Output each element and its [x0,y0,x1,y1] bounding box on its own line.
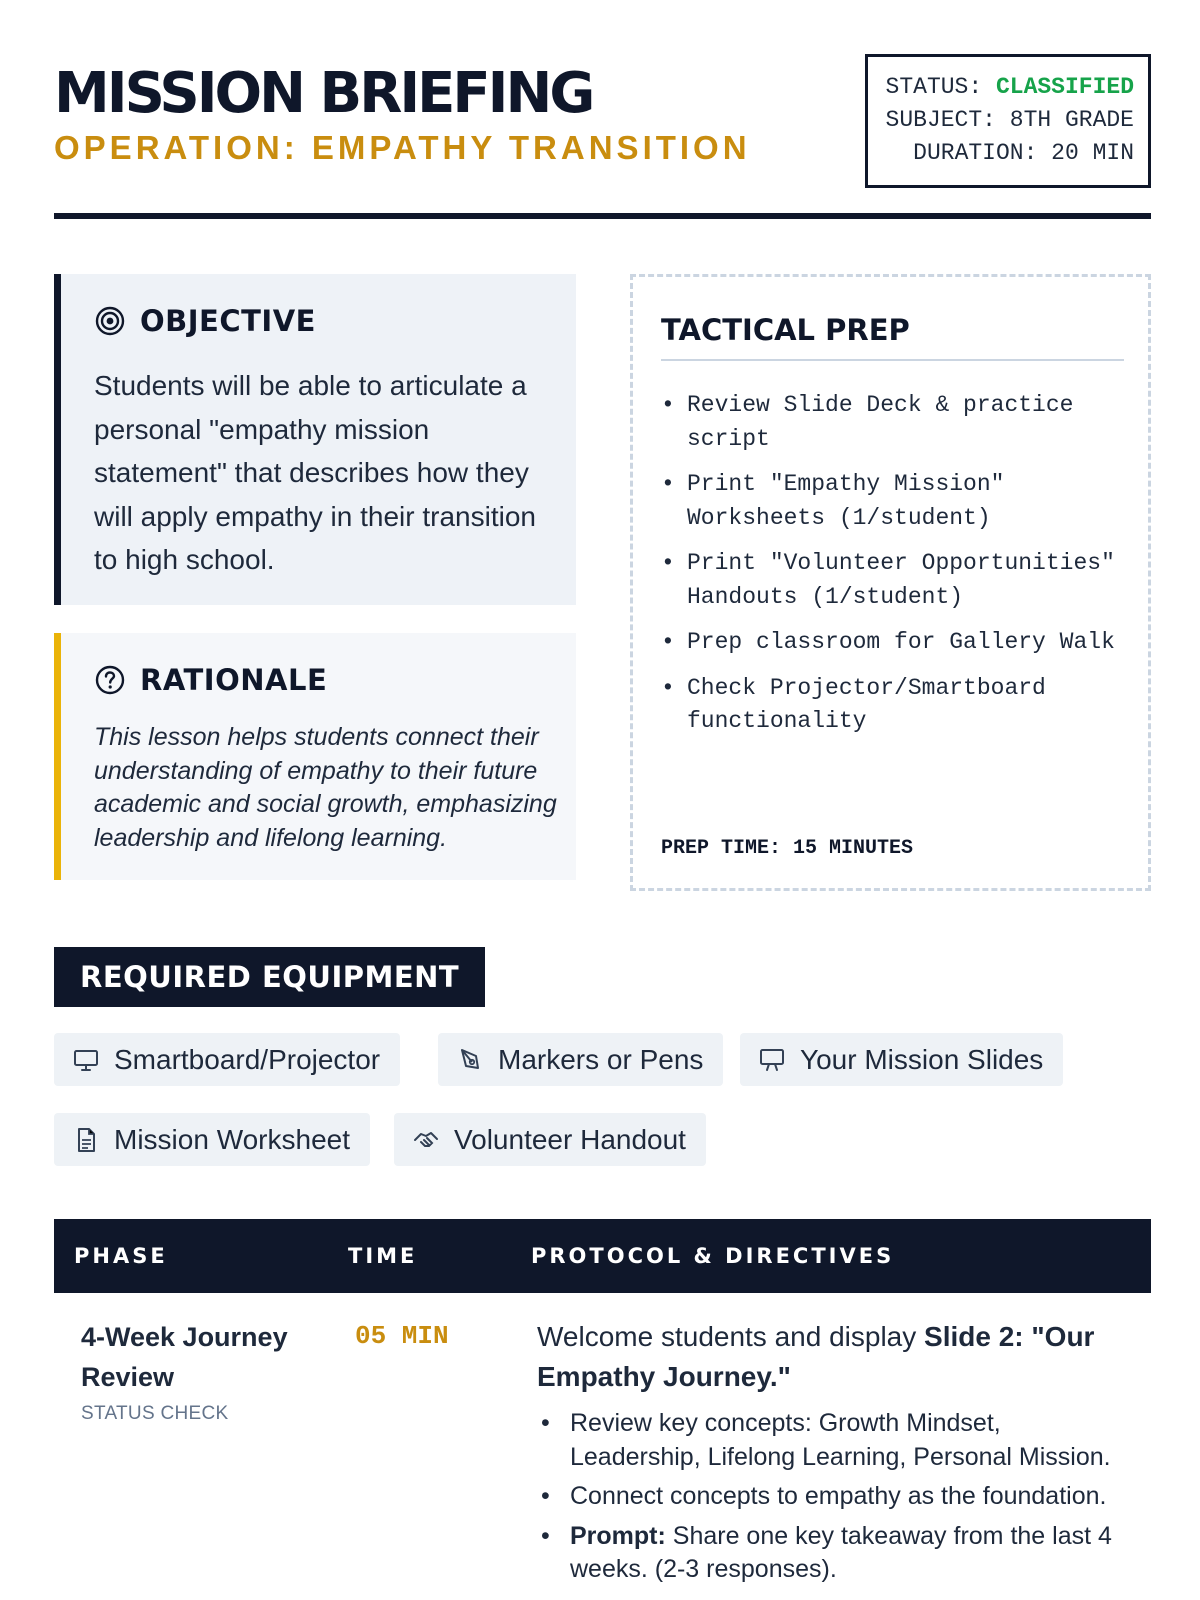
status-value: CLASSIFIED [995,74,1134,100]
protocol-item [537,1407,1127,1474]
handshake-icon [412,1126,440,1154]
rationale-text: This lesson helps students connect their understanding of empathy to their future academic and social growth, emphasizing leadership and lifelong learning. [94,723,557,852]
header-divider [54,213,1151,219]
equipment-chip-markers [438,1033,723,1086]
prep-item: • Review Slide Deck & practice script [661,389,1131,456]
presentation-icon [758,1046,786,1074]
prep-item: • Print "Volunteer Opportunities" Handouts (1/student) [661,547,1131,614]
objective-heading: OBJECTIVE [140,304,316,338]
column-header-time: TIME [348,1244,418,1268]
question-circle-icon [94,664,126,696]
target-icon [94,305,126,337]
protocol-list [537,1407,1127,1587]
protocol-item-text: Share one key takeaway from the last 4 weeks. (2-3 responses). [570,1521,1112,1583]
rationale-card [54,633,576,880]
status-label: STATUS: [885,74,983,100]
page-subtitle: OPERATION: EMPATHY TRANSITION [54,129,751,166]
objective-card [54,274,576,605]
tactical-prep-heading: TACTICAL PREP [661,313,910,347]
prep-item: • Prep classroom for Gallery Walk [661,626,1131,660]
subject-line: SUBJECT: 8TH GRADE [885,107,1134,133]
equipment-chip-slides [740,1033,1063,1086]
equipment-label: Volunteer Handout [454,1123,686,1155]
objective-header [94,304,316,338]
rationale-heading: RATIONALE [140,663,328,697]
protocol-lead-bold: Slide 2: "Our Empathy Journey." [537,1321,1095,1392]
protocol-item-text: Review key concepts: Growth Mindset, Leadership, Lifelong Learning, Personal Mission. [570,1409,1111,1471]
equipment-chip-handout [394,1113,706,1166]
marker-icon [456,1046,484,1074]
protocol-item-bold: Prompt: [570,1521,666,1550]
equipment-chip-worksheet [54,1113,370,1166]
objective-text: Students will be able to articulate a personal "empathy mission statement" that describes how they will apply empathy in their transition to high school. [94,370,536,575]
protocol-lead [537,1317,1127,1397]
status-box [865,54,1151,188]
document-icon [72,1126,100,1154]
equipment-label: Mission Worksheet [114,1123,351,1155]
tactical-prep-panel [630,274,1151,891]
prep-item: • Print "Empathy Mission" Worksheets (1/student) [661,468,1131,535]
duration-line: DURATION: 20 MIN [913,140,1134,166]
monitor-icon [72,1046,100,1074]
status-line [868,71,1134,104]
equipment-label: Markers or Pens [498,1043,704,1075]
protocol-item [537,1480,1127,1514]
page-title: MISSION BRIEFING [54,61,593,126]
column-header-protocol: PROTOCOL & DIRECTIVES [531,1244,895,1268]
prep-time: PREP TIME: 15 MINUTES [661,837,914,860]
protocol-lead-plain: Welcome students and display [537,1321,925,1352]
column-header-phase: PHASE [74,1244,168,1268]
tactical-prep-divider [661,359,1124,361]
equipment-label: Your Mission Slides [800,1043,1044,1075]
phase-name: 4-Week Journey Review [81,1322,288,1392]
phase-subtitle: STATUS CHECK [81,1403,229,1424]
header [54,50,1151,220]
phase-time: 05 MIN [355,1321,449,1351]
protocol-cell [537,1317,1127,1593]
protocol-item-text: Connect concepts to empathy as the foundation. [570,1482,1107,1510]
equipment-chip-smartboard [54,1033,400,1086]
prep-item: • Check Projector/Smartboard functionality [661,672,1131,739]
tactical-prep-list [661,389,1131,751]
equipment-label: Smartboard/Projector [114,1043,381,1075]
protocol-item [537,1520,1127,1587]
equipment-heading: REQUIRED EQUIPMENT [54,947,485,1007]
rationale-header [94,663,327,697]
table-row [54,1293,1151,1600]
table-header [54,1219,1151,1293]
